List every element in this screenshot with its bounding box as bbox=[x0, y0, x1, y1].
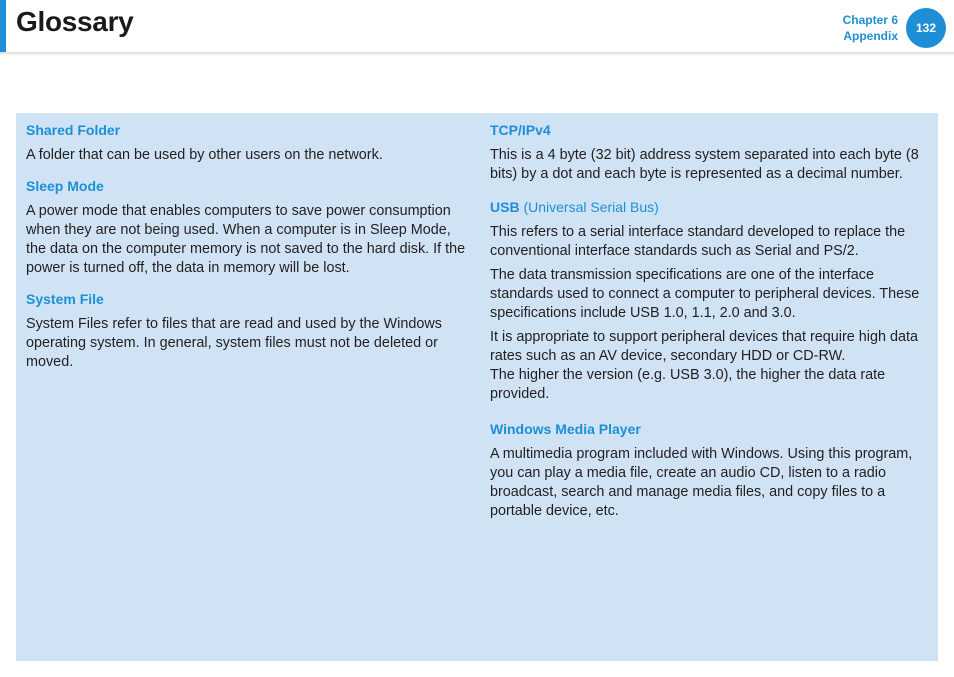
term-heading-expansion: (Universal Serial Bus) bbox=[523, 199, 659, 215]
chapter-info bbox=[843, 12, 898, 44]
term-definition: This refers to a serial interface standard developed to replace the conventional interface standards such as Serial and PS/2. bbox=[490, 224, 906, 259]
term-definition: The higher the version (e.g. USB 3.0), the higher the data rate provided. bbox=[490, 367, 886, 402]
term-heading: Windows Media Player bbox=[490, 421, 641, 437]
glossary-panel bbox=[16, 113, 938, 661]
glossary-entry-tcp-ipv4 bbox=[490, 121, 930, 184]
glossary-entry-windows-media-player bbox=[490, 420, 930, 521]
term-heading: Shared Folder bbox=[26, 122, 121, 138]
term-definition: A multimedia program included with Windows. Using this program, you can play a media file, create an audio CD, listen to a radio broadcast, search and manage media files, and copy files to a portable device, etc. bbox=[490, 446, 913, 519]
header-divider bbox=[0, 52, 954, 56]
term-definition: A folder that can be used by other users on the network. bbox=[26, 147, 383, 163]
chapter-label: Chapter 6 bbox=[842, 13, 898, 27]
term-definition: It is appropriate to support peripheral devices that require high data rates such as an AV device, secondary HDD or CD-RW. bbox=[490, 329, 918, 364]
glossary-right-column bbox=[490, 121, 930, 533]
glossary-entry-shared-folder bbox=[26, 121, 470, 165]
term-heading: TCP/IPv4 bbox=[490, 122, 551, 138]
section-label: Appendix bbox=[843, 29, 898, 43]
page-number-badge: 132 bbox=[906, 8, 946, 48]
glossary-entry-system-file bbox=[26, 290, 470, 372]
term-definition: A power mode that enables computers to save power consumption when they are not being used. When a computer is in Sleep Mode, the data on the computer memory is not saved to the hard disk. If the power is turned off, the data in memory will be lost. bbox=[26, 203, 466, 276]
term-heading-main: USB bbox=[490, 199, 520, 215]
term-heading: System File bbox=[26, 291, 104, 307]
term-definition: The data transmission specifications are one of the interface standards used to connect a computer to peripheral devices. These specifications include USB 1.0, 1.1, 2.0 and 3.0. bbox=[490, 267, 920, 321]
term-definition: This is a 4 byte (32 bit) address system separated into each byte (8 bits) by a dot and each byte is represented as a decimal number. bbox=[490, 147, 919, 182]
glossary-left-column bbox=[26, 121, 470, 384]
glossary-entry-sleep-mode bbox=[26, 177, 470, 278]
term-heading: Sleep Mode bbox=[26, 178, 104, 194]
page-title: Glossary bbox=[16, 6, 134, 37]
header-accent-bar bbox=[0, 0, 6, 52]
term-heading bbox=[490, 198, 930, 216]
glossary-entry-usb bbox=[490, 198, 930, 404]
term-definition: System Files refer to files that are read and used by the Windows operating system. In general, system files must not be deleted or moved. bbox=[26, 316, 442, 370]
